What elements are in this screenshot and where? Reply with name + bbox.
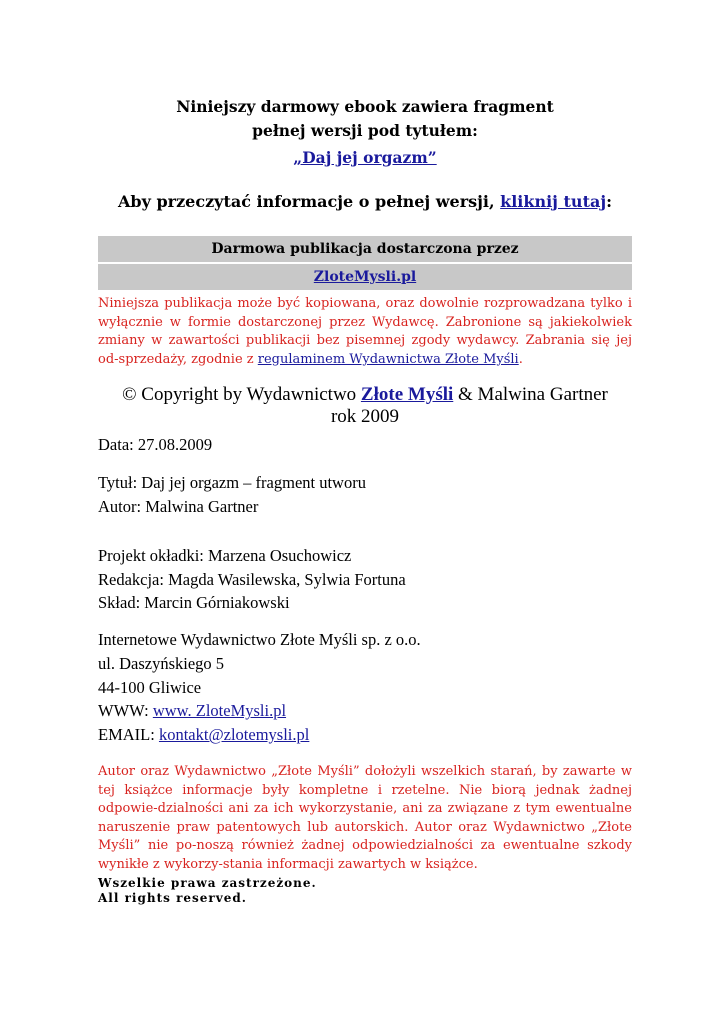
license-notice-text: Niniejsza publikacja może być kopiowana, oraz dowolnie rozprowadzana tylko i wyłącznie w formie dostarczonej przez Wydawcę. Zabronione są jakiekolwiek zmiany w zawartości publikacji bez pisemnej zgody wydawcy. Zabrania się jej od-sprzedaży, zgodnie z	[98, 296, 632, 367]
publisher-email	[98, 723, 632, 747]
credits-cover: Projekt okładki: Marzena Osuchowicz	[98, 546, 352, 565]
book-title	[98, 146, 632, 170]
meta-block	[98, 471, 632, 518]
header	[98, 95, 632, 170]
www-label: WWW:	[98, 701, 153, 721]
publisher-name-line: Internetowe Wydawnictwo Złote Myśli sp. z o.o.	[98, 630, 421, 649]
publication-link-row	[98, 262, 632, 290]
date: Data: 27.08.2009	[98, 435, 213, 454]
copyright-year: rok 2009	[330, 406, 400, 427]
full-version-info	[88, 190, 642, 214]
publisher-block	[98, 628, 632, 747]
meta-title: Tytuł: Daj jej orgazm – fragment utworu	[98, 473, 366, 492]
disclaimer: Autor oraz Wydawnictwo „Złote Myśli” dołożyli wszelkich starań, by zawarte w tej książce informacje były kompletne i rzetelne. Nie biorą jednak żadnej odpowie-dzialności ani za ich wykorzystanie, ani za związane z tym ewentualne naruszenie praw patentowych lub autorskich. Autor oraz Wydawnictwo „Złote Myśli” nie po-noszą również żadnej odpowiedzialności za ewentualne szkody wynikłe z wykorzy-stania informacji zawartych w książce.	[98, 764, 632, 872]
zlotemysli-link[interactable]: ZloteMysli.pl	[313, 269, 417, 285]
full-version-prefix: Aby przeczytać informacje o pełnej wersji,	[117, 192, 501, 211]
rights-pl: Wszelkie prawa zastrzeżone.	[98, 876, 317, 890]
publisher-city: 44-100 Gliwice	[98, 677, 202, 697]
www-link[interactable]: www. ZloteMysli.pl	[152, 701, 287, 721]
copyright-suffix: & Malwina Gartner	[453, 384, 608, 405]
rights-block	[98, 876, 632, 906]
rights-en: All rights reserved.	[98, 891, 247, 905]
publisher-www	[98, 699, 632, 723]
copyright	[98, 384, 632, 428]
copyright-prefix: © Copyright by Wydawnictwo	[122, 384, 361, 405]
license-notice-suffix: .	[518, 351, 523, 367]
email-label: EMAIL:	[98, 725, 159, 745]
email-link[interactable]: kontakt@zlotemysli.pl	[158, 725, 310, 745]
publisher-street: ul. Daszyńskiego 5	[98, 653, 225, 673]
click-here-link[interactable]: kliknij tutaj	[500, 192, 607, 211]
publication-label: Darmowa publikacja dostarczona przez	[211, 241, 519, 257]
credits-block	[98, 544, 632, 615]
meta-author: Autor: Malwina Gartner	[98, 496, 259, 516]
full-version-suffix: :	[606, 192, 613, 211]
credits-typesetting: Skład: Marcin Górniakowski	[98, 593, 290, 612]
book-title-text: „Daj jej orgazm”	[293, 148, 437, 167]
regulations-link[interactable]: regulaminem Wydawnictwa Złote Myśli	[257, 351, 519, 367]
header-line-2: pełnej wersji pod tytułem:	[252, 121, 478, 140]
copyright-line	[98, 384, 632, 406]
publication-box	[98, 236, 632, 290]
publisher-name[interactable]: Złote Myśli	[360, 384, 454, 405]
header-line-1: Niniejszy darmowy ebook zawiera fragment	[176, 97, 554, 116]
credits-editing: Redakcja: Magda Wasilewska, Sylwia Fortuna	[98, 569, 406, 589]
license-notice	[98, 295, 632, 369]
